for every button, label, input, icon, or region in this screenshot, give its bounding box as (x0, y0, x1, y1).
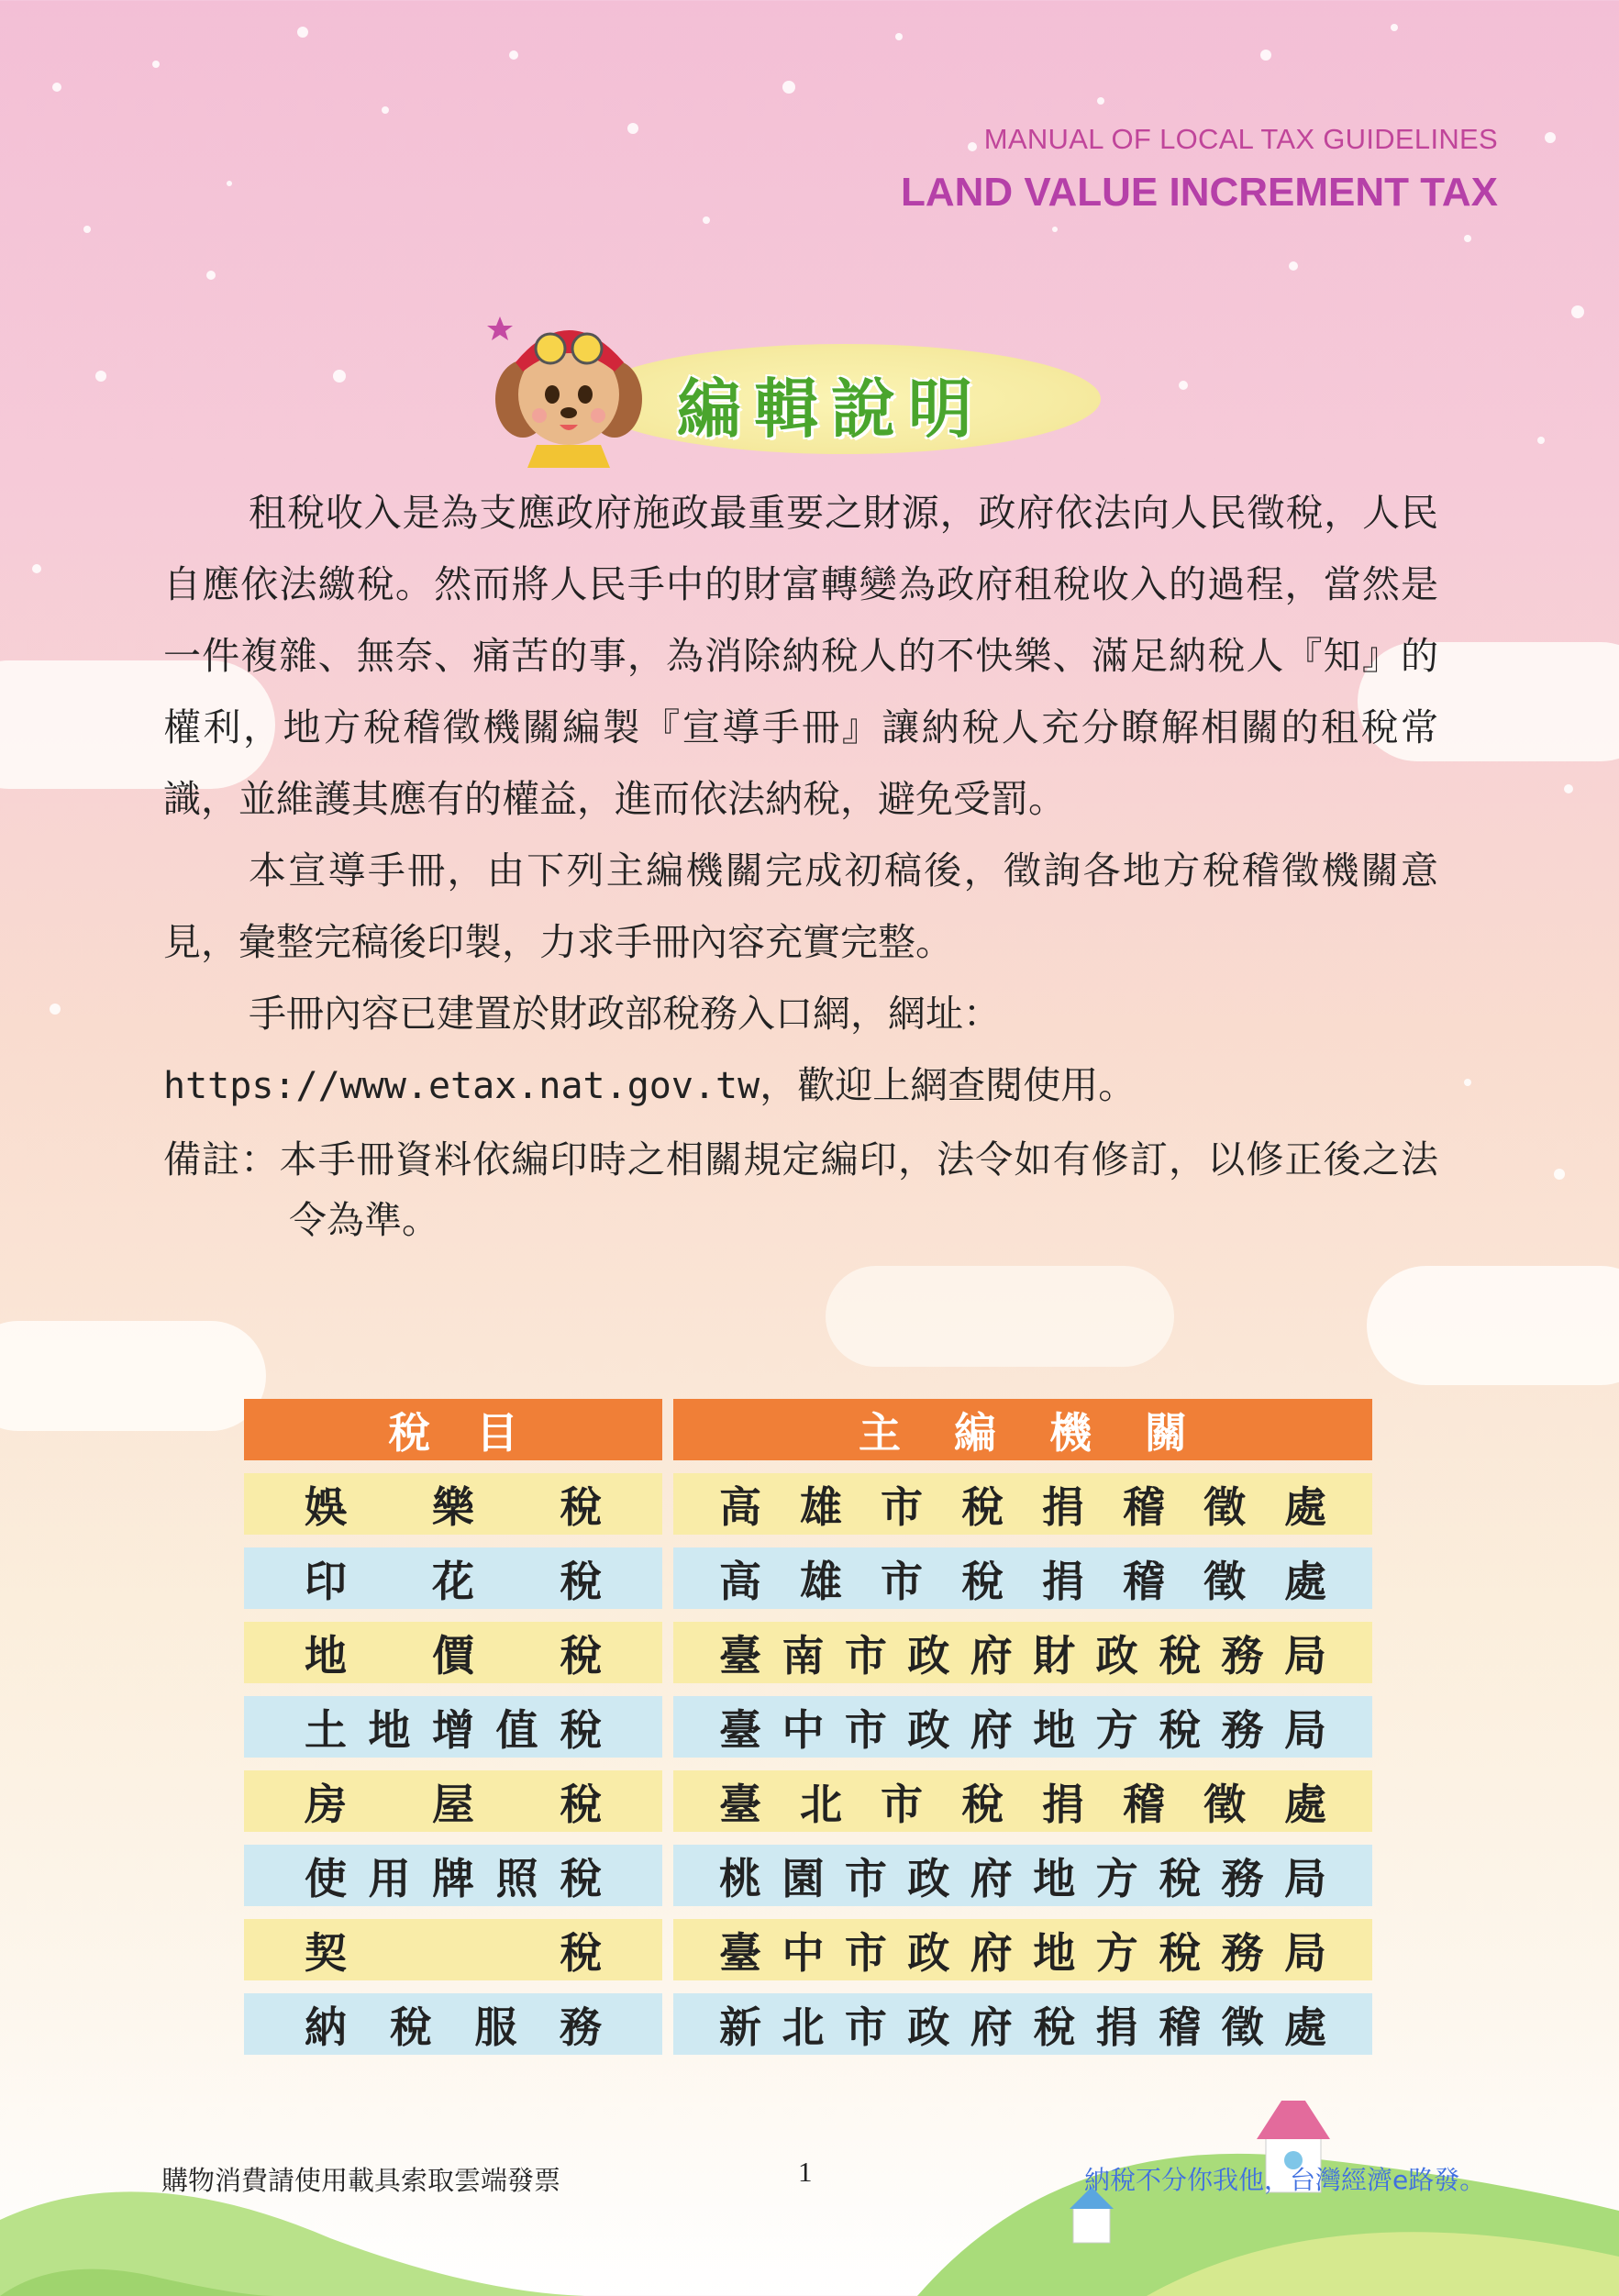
header-agency: 主編機關 (673, 1399, 1372, 1460)
remark-note: 備註：本手冊資料依編印時之相關規定編印，法令如有修訂，以修正後之法令為準。 (163, 1137, 1438, 1242)
tax-type-cell (244, 1993, 662, 2055)
table-row (244, 1547, 1372, 1609)
agency-cell (673, 1473, 1372, 1535)
table-row (244, 1770, 1372, 1832)
table-row (244, 1845, 1372, 1906)
agency-cell (673, 1845, 1372, 1906)
website-url-tail: ，歡迎上網查閱使用。 (760, 1063, 1137, 1107)
tax-type-cell (244, 1622, 662, 1683)
tax-type-cell (244, 1473, 662, 1535)
tax-type-text: 土 地 增 值 稅 (305, 1704, 602, 1755)
mascot-icon (486, 298, 651, 468)
website-url-line (163, 1049, 1438, 1122)
table-row (244, 1622, 1372, 1683)
tax-type-text: 印 花 稅 (305, 1556, 602, 1606)
compilation-paragraph: 本宣導手冊，由下列主編機關完成初稿後，徵詢各地方稅稽徵機關意見，彙整完稿後印製，力求手冊內容充實完整。 (163, 849, 1438, 964)
cloud-decoration (1367, 1266, 1619, 1385)
agency-text: 桃 園 市 政 府 地 方 稅 務 局 (719, 1853, 1326, 1903)
manual-title: LAND VALUE INCREMENT TAX (900, 170, 1498, 215)
manual-subtitle: MANUAL OF LOCAL TAX GUIDELINES (983, 123, 1498, 155)
tax-type-text: 契 稅 (305, 1927, 602, 1978)
tax-type-cell (244, 1770, 662, 1832)
agency-text: 臺 中 市 政 府 地 方 稅 務 局 (719, 1704, 1326, 1755)
tax-type-text: 納 稅 服 務 (305, 2002, 602, 2052)
table-body (244, 1473, 1372, 2055)
agency-cell (673, 1993, 1372, 2055)
tax-type-text: 娛 樂 稅 (305, 1481, 602, 1532)
agency-cell (673, 1770, 1372, 1832)
tax-type-text: 地 價 稅 (305, 1630, 602, 1680)
page-number: 1 (798, 2156, 813, 2188)
website-url[interactable]: https://www.etax.nat.gov.tw (163, 1065, 760, 1107)
footer-right-slogan: 納稅不分你我他，台灣經濟e路發。 (1084, 2165, 1486, 2195)
tax-type-cell (244, 1845, 662, 1906)
agency-cell (673, 1547, 1372, 1609)
header-tax-type: 稅目 (244, 1399, 662, 1460)
agency-cell (673, 1622, 1372, 1683)
footer-left-slogan: 購物消費請使用載具索取雲端發票 (161, 2165, 561, 2196)
table-header (244, 1399, 1372, 1460)
agency-text: 臺 中 市 政 府 地 方 稅 務 局 (719, 1927, 1326, 1978)
section-title: 編輯說明 (677, 372, 985, 447)
tax-type-text: 使 用 牌 照 稅 (305, 1853, 602, 1903)
intro-paragraph: 租稅收入是為支應政府施政最重要之財源，政府依法向人民徵稅，人民自應依法繳稅。然而將人民手中的財富轉變為政府租稅收入的過程，當然是一件複雜、無奈、痛苦的事，為消除納稅人的不快樂、滿足納稅人『知』的權利，地方稅稽徵機關編製『宣導手冊』讓納稅人充分瞭解相關的租稅常識，並維護其應有的權益，進而依法納稅，避免受罰。 (163, 491, 1438, 821)
tax-type-cell (244, 1919, 662, 1980)
hills-decoration (0, 2101, 1619, 2296)
tax-type-text: 房 屋 稅 (305, 1779, 602, 1829)
table-row (244, 1473, 1372, 1535)
website-line: 手冊內容已建置於財政部稅務入口網，網址： (249, 992, 1001, 1036)
tax-type-cell (244, 1547, 662, 1609)
agency-text: 高 雄 市 稅 捐 稽 徵 處 (719, 1556, 1326, 1606)
agency-cell (673, 1696, 1372, 1758)
table-row (244, 1696, 1372, 1758)
agency-text: 新 北 市 政 府 稅 捐 稽 徵 處 (719, 2002, 1326, 2052)
editors-table (244, 1399, 1372, 2068)
table-row (244, 1993, 1372, 2055)
table-row (244, 1919, 1372, 1980)
agency-text: 臺 南 市 政 府 財 政 稅 務 局 (719, 1630, 1326, 1680)
cloud-decoration (826, 1266, 1174, 1367)
agency-cell (673, 1919, 1372, 1980)
agency-text: 臺 北 市 稅 捐 稽 徵 處 (719, 1779, 1326, 1829)
cloud-decoration (0, 1321, 266, 1431)
tax-type-cell (244, 1696, 662, 1758)
body-content (163, 477, 1438, 1250)
agency-text: 高 雄 市 稅 捐 稽 徵 處 (719, 1481, 1326, 1532)
